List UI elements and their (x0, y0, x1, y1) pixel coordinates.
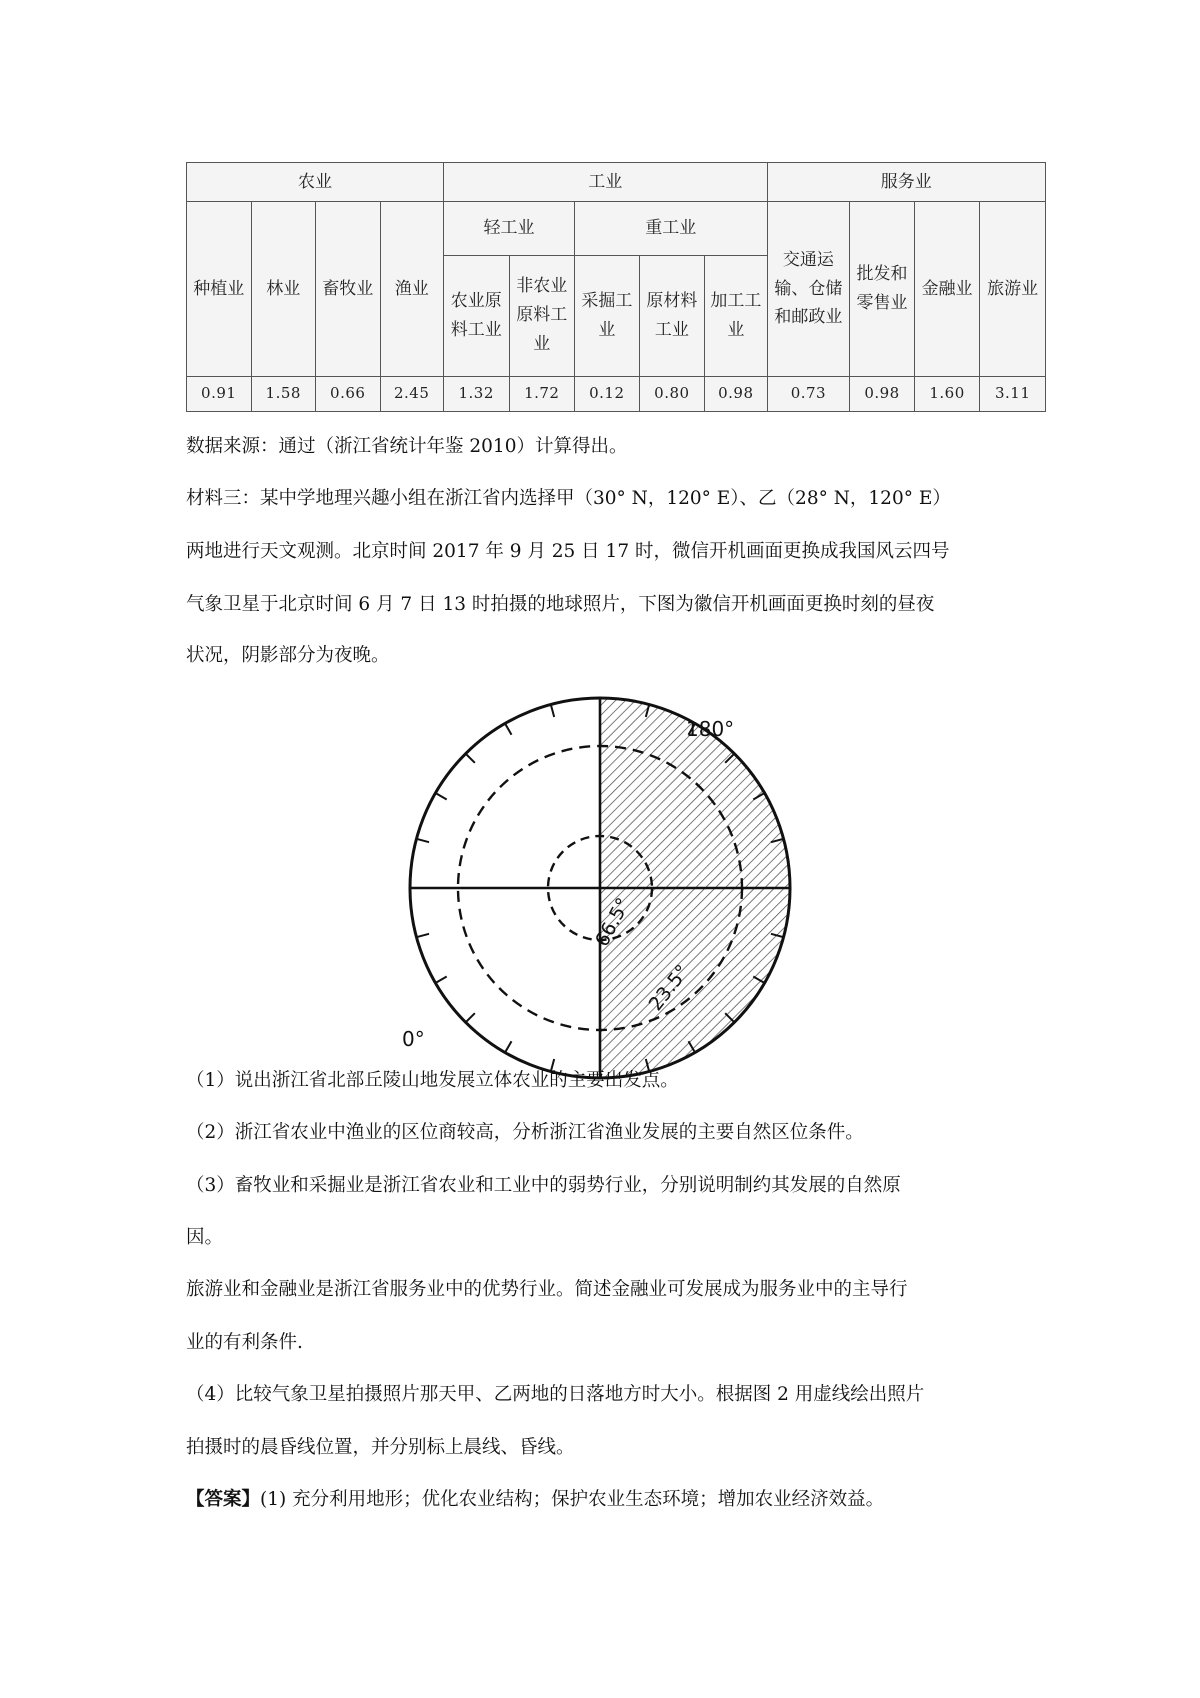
tick-mark (505, 723, 512, 734)
value-cell: 0.91 (187, 377, 252, 412)
value-cell: 1.58 (251, 377, 316, 412)
value-cell: 0.66 (316, 377, 381, 412)
tick-mark (435, 977, 446, 984)
col-wholesale: 批发和零售业 (850, 202, 915, 377)
col-agri-raw-industry: 农业原料工业 (443, 255, 509, 376)
value-cell: 0.98 (705, 377, 767, 412)
polar-daynight-figure (390, 678, 810, 1098)
value-cell: 0.98 (850, 377, 915, 412)
col-transport: 交通运输、仓储和邮政业 (767, 202, 850, 377)
question-3b-line1: 旅游业和金融业是浙江省服务业中的优势行业。简述金融业可发展成为服务业中的主导行 (186, 1279, 908, 1300)
material3-line3: 气象卫星于北京时间 6 月 7 日 13 时拍摄的地球照片，下图为徽信开机画面更换时刻的昼夜 (186, 594, 935, 615)
sub-heavy-industry: 重工业 (575, 202, 767, 256)
value-cell: 0.73 (767, 377, 850, 412)
data-source-note: 数据来源：通过（浙江省统计年鉴 2010）计算得出。 (186, 436, 628, 457)
question-4-line1: （4）比较气象卫星拍摄照片那天甲、乙两地的日落地方时大小。根据图 2 用虚线绘出照片 (186, 1384, 925, 1405)
answer-line (186, 1481, 1026, 1519)
question-3b-line2: 业的有利条件. (186, 1332, 303, 1353)
question-4-line2: 拍摄时的晨昏线位置，并分别标上晨线、昏线。 (186, 1437, 575, 1458)
value-cell: 0.12 (575, 377, 640, 412)
label-23-5: 23.5° (644, 960, 694, 1016)
tick-mark (551, 704, 554, 717)
tick-mark (416, 934, 429, 937)
col-processing: 加工工业 (705, 255, 767, 376)
location-quotient-table (186, 162, 1046, 412)
group-agriculture: 农业 (187, 163, 444, 202)
value-cell: 1.60 (914, 377, 980, 412)
material3-line1: 材料三：某中学地理兴趣小组在浙江省内选择甲（30° N，120° E）、乙（28° N，120° E） (186, 488, 951, 509)
value-cell: 3.11 (980, 377, 1046, 412)
value-cell: 1.32 (443, 377, 509, 412)
col-fishery: 渔业 (380, 202, 443, 377)
value-cell: 1.72 (509, 377, 575, 412)
col-mining: 采掘工业 (575, 255, 640, 376)
answer-label: 【答案】 (186, 1489, 261, 1510)
answer-text: (1) 充分利用地形；优化农业结构；保护农业生态环境；增加农业经济效益。 (260, 1489, 885, 1510)
question-3-line2: 因。 (186, 1227, 224, 1248)
question-3-line1: （3）畜牧业和采掘业是浙江省农业和工业中的弱势行业，分别说明制约其发展的自然原 (186, 1175, 901, 1196)
col-forestry: 林业 (251, 202, 316, 377)
material3-line4: 状况，阴影部分为夜晚。 (186, 645, 390, 666)
group-service: 服务业 (767, 163, 1045, 202)
tick-mark (435, 793, 446, 800)
group-industry: 工业 (443, 163, 767, 202)
sub-light-industry: 轻工业 (443, 202, 574, 256)
col-finance: 金融业 (914, 202, 980, 377)
tick-mark (466, 754, 475, 763)
material3-line2: 两地进行天文观测。北京时间 2017 年 9 月 25 日 17 时，微信开机画面更换成我国风云四号 (186, 541, 950, 562)
tick-mark (416, 839, 429, 842)
tick-mark (466, 1013, 475, 1022)
industry-table (186, 162, 1046, 412)
value-cell: 0.80 (639, 377, 705, 412)
col-livestock: 畜牧业 (316, 202, 381, 377)
col-raw-material: 原材料工业 (639, 255, 705, 376)
col-nonagri-raw-industry: 非农业原料工业 (509, 255, 575, 376)
question-2: （2）浙江省农业中渔业的区位商较高，分析浙江省渔业发展的主要自然区位条件。 (186, 1122, 864, 1143)
value-cell: 2.45 (380, 377, 443, 412)
label-0: 0° (402, 1027, 425, 1051)
tick-mark (505, 1041, 512, 1052)
col-planting: 种植业 (187, 202, 252, 377)
question-1: （1）说出浙江省北部丘陵山地发展立体农业的主要出发点。 (186, 1070, 679, 1091)
col-tourism: 旅游业 (980, 202, 1046, 377)
label-180: 180° (686, 717, 735, 741)
label-66-5: 66.5° (590, 894, 635, 951)
